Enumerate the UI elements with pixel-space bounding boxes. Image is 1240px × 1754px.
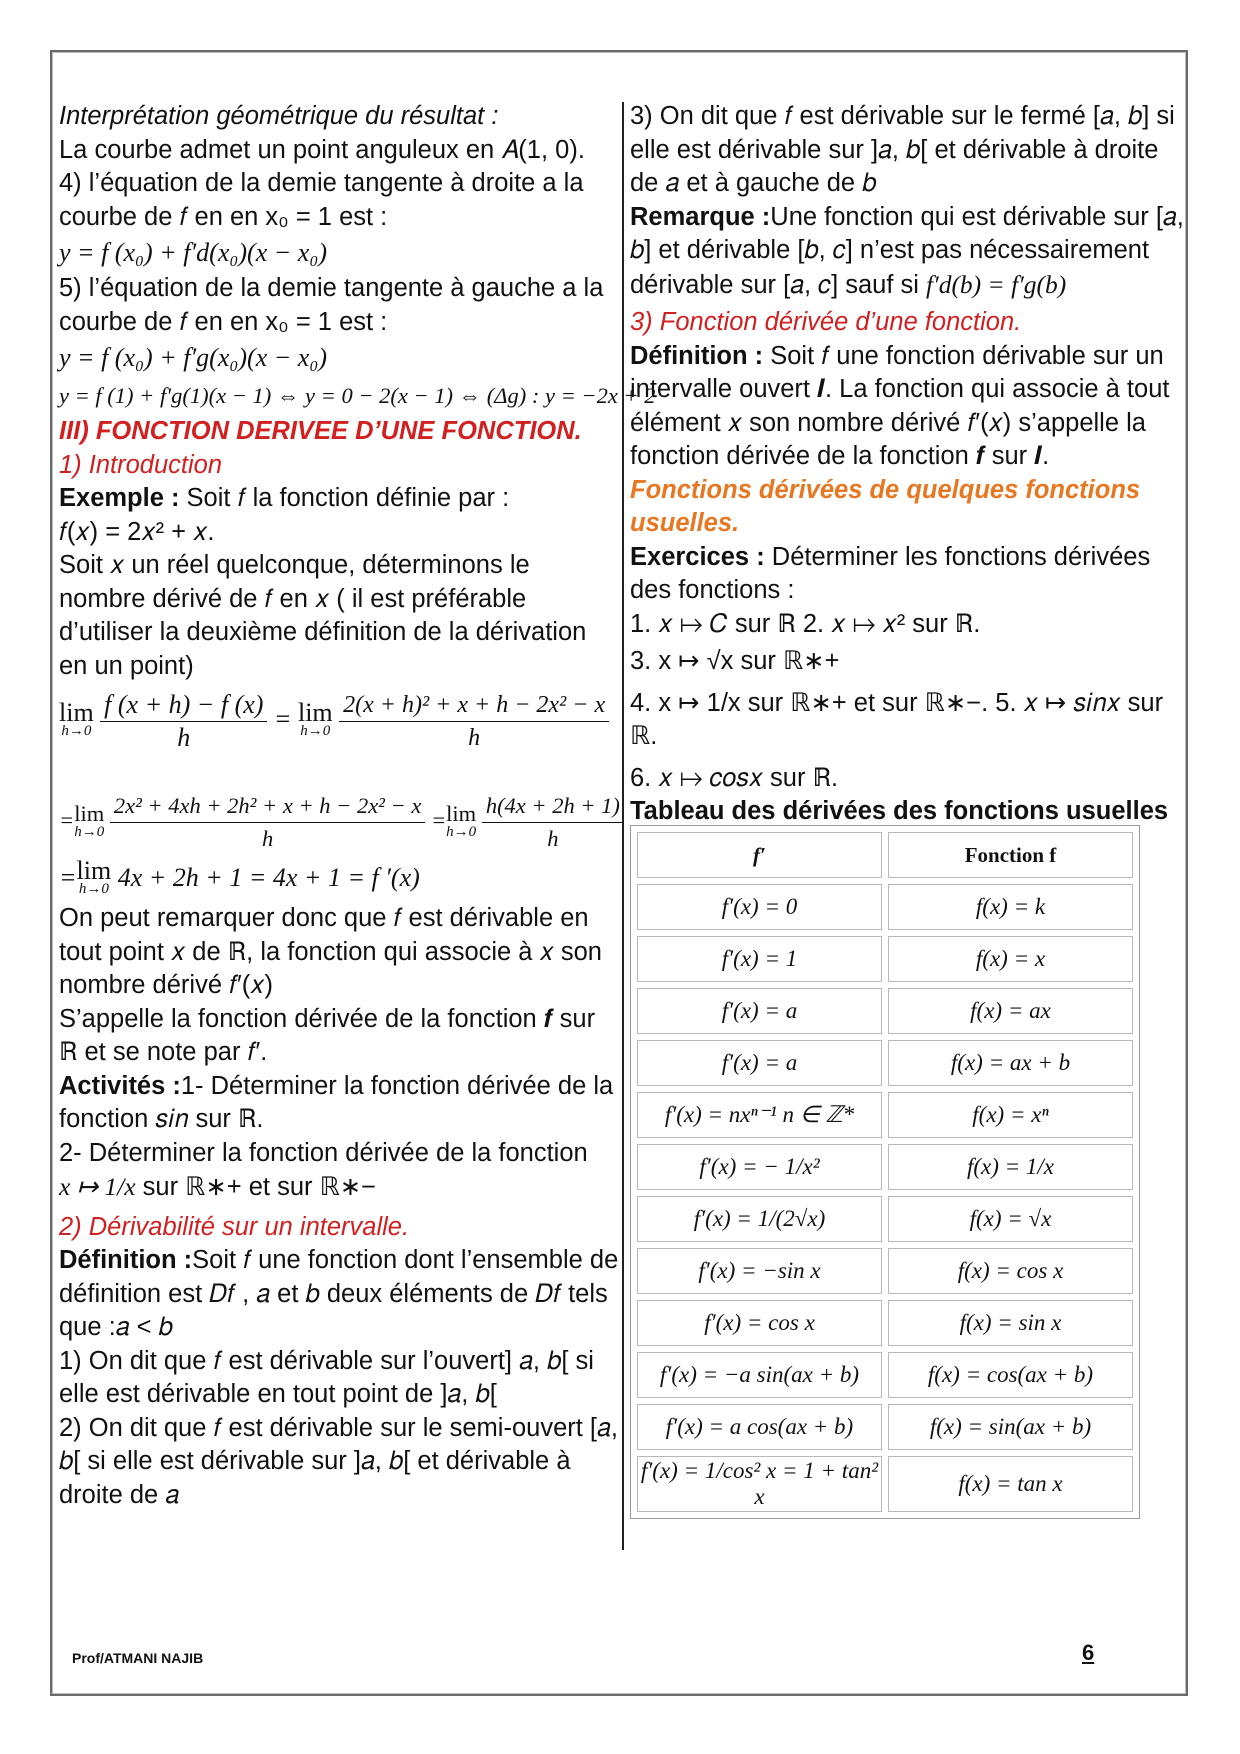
activities-label: Activités : bbox=[59, 1071, 181, 1100]
derivative-cell: f′(x) = 0 bbox=[637, 884, 882, 930]
remark-equation: f′d(b) = f′g(b) bbox=[926, 269, 1067, 299]
table-row bbox=[637, 988, 1133, 1034]
item4-line1: 4) l’équation de la demie tangente à droite a la bbox=[59, 169, 584, 197]
derivative-cell: f′(x) = 1/(2√x) bbox=[637, 1196, 882, 1242]
function-cell: f(x) = x bbox=[888, 936, 1133, 982]
remark-label: Remarque : bbox=[630, 202, 771, 231]
eq-left-tangent-1: y = f (x₀) + f′g(x₀)(x − x₀) bbox=[59, 343, 328, 372]
interp-text: La courbe admet un point anguleux en 𝐴(1, 0). bbox=[59, 135, 585, 164]
remark-text: Une fonction qui est dérivable sur [𝑎, 𝑏] et dérivable [𝑏, 𝑐] n’est pas nécessairement dérivable sur [𝑎, 𝑐] sauf si bbox=[630, 202, 1184, 299]
paragraph-remark-derivable: On peut remarquer donc que 𝑓 est dérivable en tout point 𝑥 de ℝ, la fonction qui associe à 𝑥 son nombre dérivé 𝑓′(𝑥) bbox=[59, 904, 602, 1000]
subsection-introduction: 1) Introduction bbox=[59, 450, 223, 479]
exercises-label: Exercices : bbox=[630, 542, 765, 571]
eq-left-tangent-2: y = f (1) + f′g(1)(x − 1) ⇔ y = 0 − 2(x − 1) ⇔ (Δg) : y = −2x + 2 bbox=[59, 383, 656, 408]
limit-calc-1: lim h→0 $\frac{f (x + h) - f (x)}{h}$ = lim h→0 $\frac{\text{2(x + h)² + x + h − 2x² − x}}{h}$ bbox=[59, 689, 619, 754]
table-row bbox=[637, 1404, 1133, 1450]
derivative-cell: f′(x) = cos x bbox=[637, 1300, 882, 1346]
function-cell: f(x) = k bbox=[888, 884, 1133, 930]
derivative-cell: f′(x) = a bbox=[637, 988, 882, 1034]
activity-2-domain: sur ℝ∗+ et sur ℝ∗− bbox=[135, 1173, 377, 1202]
definition-text: Soit 𝑓 une fonction dont l’ensemble de définition est 𝐷𝑓 , 𝑎 et 𝑏 deux éléments de 𝐷𝑓 tels que :𝑎 < 𝑏 bbox=[59, 1246, 619, 1342]
table-row bbox=[637, 1144, 1133, 1190]
table-row bbox=[637, 1352, 1133, 1398]
definition2-text: Soit 𝑓 une fonction dérivable sur un intervalle ouvert 𝑰. La fonction qui associe à tout élément 𝑥 son nombre dérivé 𝑓′(𝑥) s’appelle la fonction dérivée de la fonction 𝒇 sur 𝑰. bbox=[630, 341, 1170, 470]
definition2-label: Définition : bbox=[630, 341, 764, 370]
table-row bbox=[637, 1300, 1133, 1346]
page-number: 6 bbox=[1082, 1640, 1095, 1665]
item5-line2: courbe de 𝑓 en en x₀ = 1 est : bbox=[59, 307, 388, 336]
subsection-derived-function: 3) Fonction dérivée d’une fonction. bbox=[630, 308, 1022, 336]
exercise-1-2: 1. 𝑥 ↦ 𝐶 sur ℝ 2. 𝑥 ↦ 𝑥² sur ℝ. bbox=[630, 609, 981, 638]
function-cell: f(x) = xⁿ bbox=[888, 1092, 1133, 1138]
item4-line2: courbe de 𝑓 en en x₀ = 1 est : bbox=[59, 202, 388, 231]
definition-item-2: 2) On dit que 𝑓 est dérivable sur le semi-ouvert [𝑎, 𝑏[ si elle est dérivable sur ]𝑎, 𝑏[ et dérivable à droite de 𝑎 bbox=[59, 1413, 618, 1509]
activities-text: 1- Déterminer la fonction dérivée de la fonction 𝑠𝑖𝑛 sur ℝ. bbox=[59, 1071, 614, 1134]
function-cell: f(x) = ax bbox=[888, 988, 1133, 1034]
function-cell: f(x) = ax + b bbox=[888, 1040, 1133, 1086]
table-title: Tableau des dérivées des fonctions usuelles bbox=[630, 797, 1169, 825]
paragraph-derivative-intro: Soit 𝑥 un réel quelconque, déterminons le nombre dérivé de 𝑓 en 𝑥 ( il est préférable d’utiliser la deuxième définition de la dérivation en un point) bbox=[59, 551, 587, 680]
table-row bbox=[637, 1196, 1133, 1242]
paragraph-derivative-function: S’appelle la fonction dérivée de la fonction 𝒇 sur ℝ et se note par 𝑓′. bbox=[59, 1004, 596, 1067]
function-cell: f(x) = 1/x bbox=[888, 1144, 1133, 1190]
table-header-derivative: f′ bbox=[637, 832, 882, 878]
footer-author: Prof/ATMANI NAJIB bbox=[72, 1650, 204, 1666]
table-row bbox=[637, 1092, 1133, 1138]
limit-symbol: lim h→0 bbox=[59, 697, 94, 739]
table-row bbox=[637, 1456, 1133, 1512]
activity-2-function: x ↦ 1/x bbox=[59, 1172, 136, 1202]
table-row bbox=[637, 936, 1133, 982]
table-header-row bbox=[637, 832, 1133, 878]
table-row bbox=[637, 1248, 1133, 1294]
definition-item-1: 1) On dit que 𝑓 est dérivable sur l’ouvert] 𝑎, 𝑏[ si elle est dérivable en tout point de ]𝑎, 𝑏[ bbox=[59, 1346, 594, 1409]
table-row bbox=[637, 884, 1133, 930]
derivatives-table bbox=[630, 825, 1140, 1519]
exercise-3: 3. x ↦ √x sur ℝ∗+ bbox=[630, 647, 840, 675]
example-text: Soit 𝑓 la fonction définie par : bbox=[179, 484, 510, 512]
left-column bbox=[59, 100, 656, 1512]
eq-right-tangent: y = f (x₀) + f′d(x₀)(x − x₀) bbox=[59, 238, 328, 267]
function-cell: f(x) = cos x bbox=[888, 1248, 1133, 1294]
function-cell: f(x) = sin x bbox=[888, 1300, 1133, 1346]
function-cell: f(x) = tan x bbox=[888, 1456, 1133, 1512]
derivative-cell: f′(x) = − 1/x² bbox=[637, 1144, 882, 1190]
limit-calc-2: =lim h→0 $\frac{\text{2x² + 4xh + 2h² + x + h − 2x² − x}}{h}$ =lim h→0 $\frac{h(4x + 2h + 1)}{h}$ bbox=[59, 790, 619, 855]
section-title: III) FONCTION DERIVEE D’UNE FONCTION. bbox=[59, 417, 582, 445]
derivative-cell: f′(x) = 1 bbox=[637, 936, 882, 982]
function-cell: f(x) = cos(ax + b) bbox=[888, 1352, 1133, 1398]
derivative-cell: f′(x) = 1/cos² x = 1 + tan² x bbox=[637, 1456, 882, 1512]
usual-functions-title: Fonctions dérivées de quelques fonctions usuelles. bbox=[630, 475, 1141, 537]
table-row bbox=[637, 1040, 1133, 1086]
activity-2: 2- Déterminer la fonction dérivée de la fonction bbox=[59, 1138, 588, 1167]
example-function: 𝑓(𝑥) = 2𝑥² + 𝑥. bbox=[59, 517, 215, 546]
derivative-cell: f′(x) = nxⁿ⁻¹ n ∈ ℤ* bbox=[637, 1092, 882, 1138]
item5-line1: 5) l’équation de la demie tangente à gauche a la bbox=[59, 274, 604, 302]
derivative-cell: f′(x) = −sin x bbox=[637, 1248, 882, 1294]
subsection-derivability: 2) Dérivabilité sur un intervalle. bbox=[59, 1212, 410, 1241]
derivative-cell: f′(x) = −a sin(ax + b) bbox=[637, 1352, 882, 1398]
function-cell: f(x) = sin(ax + b) bbox=[888, 1404, 1133, 1450]
derivative-cell: f′(x) = a cos(ax + b) bbox=[637, 1404, 882, 1450]
derivative-cell: f′(x) = a bbox=[637, 1040, 882, 1086]
limit-calc-3: =lim h→0 4x + 2h + 1 = 4x + 1 = f ′(x) bbox=[59, 856, 420, 898]
example-label: Exemple : bbox=[59, 484, 180, 512]
interp-title: Interprétation géométrique du résultat : bbox=[59, 102, 499, 130]
exercise-4-5: 4. x ↦ 1/x sur ℝ∗+ et sur ℝ∗−. 5. 𝑥 ↦ 𝑠𝑖𝑛𝑥 sur ℝ. bbox=[630, 688, 1164, 750]
exercise-6: 6. 𝑥 ↦ 𝑐𝑜𝑠𝑥 sur ℝ. bbox=[630, 763, 839, 792]
definition-label: Définition : bbox=[59, 1246, 193, 1275]
exercises-text: Déterminer les fonctions dérivées des fonctions : bbox=[630, 542, 1151, 604]
function-cell: f(x) = √x bbox=[888, 1196, 1133, 1242]
definition-item-3: 3) On dit que 𝑓 est dérivable sur le fermé [𝑎, 𝑏] si elle est dérivable sur ]𝑎, 𝑏[ et dérivable à droite de 𝑎 et à gauche de 𝑏 bbox=[630, 102, 1175, 197]
table-header-function: Fonction f bbox=[888, 832, 1133, 878]
right-column bbox=[630, 100, 1185, 829]
